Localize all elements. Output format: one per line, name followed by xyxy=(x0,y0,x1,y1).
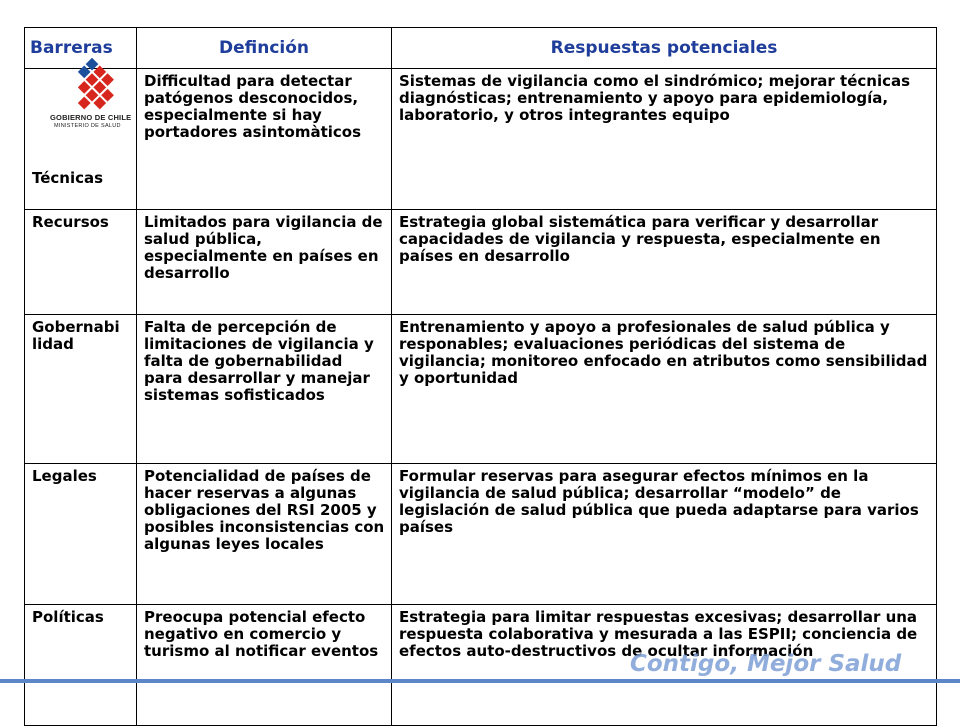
barriers-table xyxy=(24,27,937,726)
table-header-row xyxy=(25,28,937,69)
barrier-label: Técnicas xyxy=(32,169,104,187)
logo-line2: MINISTERIO DE SALUD xyxy=(54,123,121,129)
definition-cell: Preocupa potencial efecto negativo en comercio y turismo al notificar eventos xyxy=(137,605,392,726)
barrier-cell: Políticas xyxy=(25,605,137,726)
response-cell: Formular reservas para asegurar efectos mínimos en la vigilancia de salud pública; desarrollar “modelo” de legislación de salud pública que pueda adaptarse para varios países xyxy=(392,464,937,605)
header-definicion: Definción xyxy=(137,28,392,69)
definition-cell: Difficultad para detectar patógenos desconocidos, especialmente si hay portadores asintomàticos xyxy=(137,69,392,210)
definition-cell: Falta de percepción de limitaciones de vigilancia y falta de gobernabilidad para desarrollar y manejar sistemas sofisticados xyxy=(137,315,392,464)
header-respuestas: Respuestas potenciales xyxy=(392,28,937,69)
header-barreras: Barreras xyxy=(25,28,137,69)
logo-line1: GOBIERNO DE CHILE xyxy=(50,113,132,122)
accent-line xyxy=(0,679,960,683)
definition-cell: Potencialidad de países de hacer reservas a algunas obligaciones del RSI 2005 y posibles inconsistencias con algunas leyes locales xyxy=(137,464,392,605)
table-row xyxy=(25,464,937,605)
barrier-cell: Legales xyxy=(25,464,137,605)
table-row xyxy=(25,210,937,315)
barrier-cell: Recursos xyxy=(25,210,137,315)
table-row xyxy=(25,315,937,464)
response-cell: Estrategia global sistemática para verificar y desarrollar capacidades de vigilancia y respuesta, especialmente en países en desarrollo xyxy=(392,210,937,315)
response-cell: Entrenamiento y apoyo a profesionales de salud pública y responables; evaluaciones periódicas del sistema de vigilancia; monitoreo enfocado en atributos como sensibilidad y oportunidad xyxy=(392,315,937,464)
watermark-slogan: Contigo, Mejor Salud xyxy=(630,651,902,677)
response-cell: Sistemas de vigilancia como el sindrómico; mejorar técnicas diagnósticas; entrenamiento y apoyo para epidemiología, laboratorio, y otros integrantes equipo xyxy=(392,69,937,210)
table-row xyxy=(25,69,937,210)
barrier-cell: Gobernabi lidad xyxy=(25,315,137,464)
definition-cell: Limitados para vigilancia de salud pública, especialmente en países en desarrollo xyxy=(137,210,392,315)
response-cell: Estrategia para limitar respuestas excesivas; desarrollar una respuesta colaborativa y mesurada a las ESPII; conciencia de efectos auto-destructivos de ocultar información xyxy=(392,605,937,726)
